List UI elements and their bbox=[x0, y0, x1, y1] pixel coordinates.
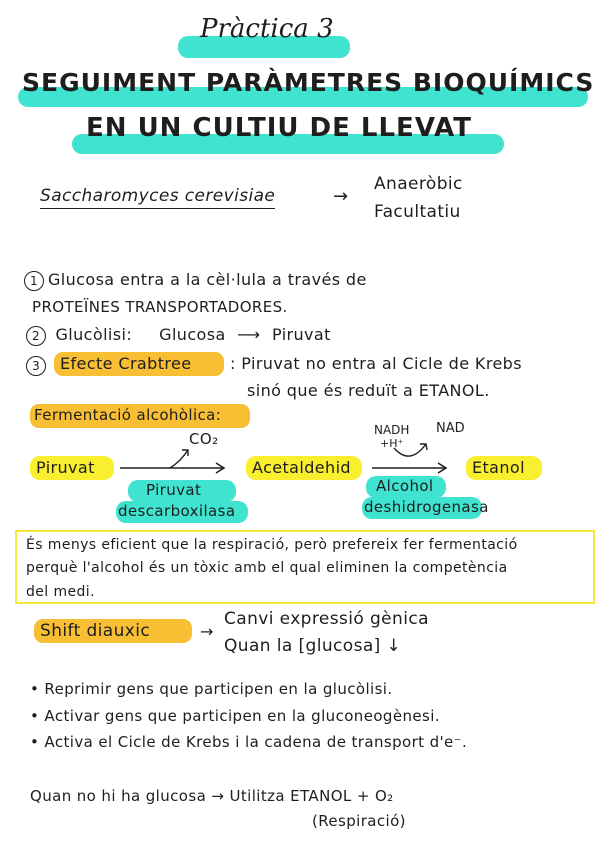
nad-label: NAD bbox=[436, 421, 465, 436]
step1 bbox=[24, 270, 367, 291]
final-line-1: Quan no hi ha glucosa → Utilitza ETANOL + O₂ bbox=[30, 787, 394, 805]
step3-text-1: : Piruvat no entra al Cicle de Krebs bbox=[230, 354, 522, 373]
organism-arrow: → bbox=[333, 186, 349, 207]
note-line-3: del medi. bbox=[26, 584, 95, 600]
step2-glucose: Glucosa bbox=[159, 325, 226, 344]
step1-text: Glucosa entra a la cèl·lula a través de bbox=[48, 270, 367, 289]
step2-arrow: ⟶ bbox=[237, 325, 261, 344]
diauxic-line-1: Canvi expressió gènica bbox=[224, 609, 429, 629]
nadh-label: NADH bbox=[374, 423, 410, 437]
step2-result: Piruvat bbox=[272, 325, 331, 344]
organism-name: Saccharomyces cerevisiae bbox=[40, 186, 275, 209]
bullet-item-3: • Activa el Cicle de Krebs i la cadena de transport d'e⁻. bbox=[30, 733, 468, 751]
main-title-line2: EN UN CULTIU DE LLEVAT bbox=[86, 113, 473, 143]
acetaldehid-node: Acetaldehid bbox=[252, 458, 351, 477]
crabtree-label: Efecte Crabtree bbox=[60, 354, 192, 373]
piruvat-node: Piruvat bbox=[36, 458, 95, 477]
step3-number-wrap bbox=[26, 355, 50, 376]
note-line-2: perquè l'alcohol és un tòxic amb el qual eliminen la competència bbox=[26, 560, 508, 576]
step2-number: 2 bbox=[26, 326, 46, 346]
diauxic-label: Shift diauxic bbox=[40, 621, 151, 641]
step3-text-2: sinó que és reduït a ETANOL. bbox=[247, 381, 490, 400]
diauxic-line-2: Quan la [glucosa] ↓ bbox=[224, 636, 402, 656]
co2-label: CO₂ bbox=[189, 430, 219, 448]
enzyme2-name-1: Alcohol bbox=[376, 477, 434, 495]
final-line-2: (Respiració) bbox=[312, 812, 406, 830]
etanol-node: Etanol bbox=[472, 458, 525, 477]
step2-label: Glucòlisi: bbox=[55, 325, 133, 344]
step1-text-2: PROTEÏNES TRANSPORTADORES. bbox=[32, 298, 288, 316]
fermentation-label: Fermentació alcohòlica: bbox=[34, 406, 222, 424]
hplus-label: +H⁺ bbox=[380, 437, 404, 450]
note-line-1: És menys eficient que la respiració, però prefereix fer fermentació bbox=[26, 537, 518, 553]
enzyme1-name-1: Piruvat bbox=[146, 481, 202, 499]
step1-number: 1 bbox=[24, 271, 44, 291]
practice-title: Pràctica 3 bbox=[200, 14, 334, 44]
organism-type-1: Anaeròbic bbox=[374, 174, 463, 194]
organism-type-2: Facultatiu bbox=[374, 202, 461, 222]
diauxic-arrow: → bbox=[200, 622, 214, 641]
main-title-line1: SEGUIMENT PARÀMETRES BIOQUÍMICS bbox=[22, 68, 595, 97]
bullet-item-2: • Activar gens que participen en la gluconeogènesi. bbox=[30, 707, 440, 725]
step2 bbox=[26, 325, 331, 346]
step3-number: 3 bbox=[26, 356, 46, 376]
bullet-item-1: • Reprimir gens que participen en la glucòlisi. bbox=[30, 680, 393, 698]
enzyme1-name-2: descarboxilasa bbox=[118, 502, 236, 520]
enzyme2-name-2: deshidrogenasa bbox=[364, 498, 489, 516]
